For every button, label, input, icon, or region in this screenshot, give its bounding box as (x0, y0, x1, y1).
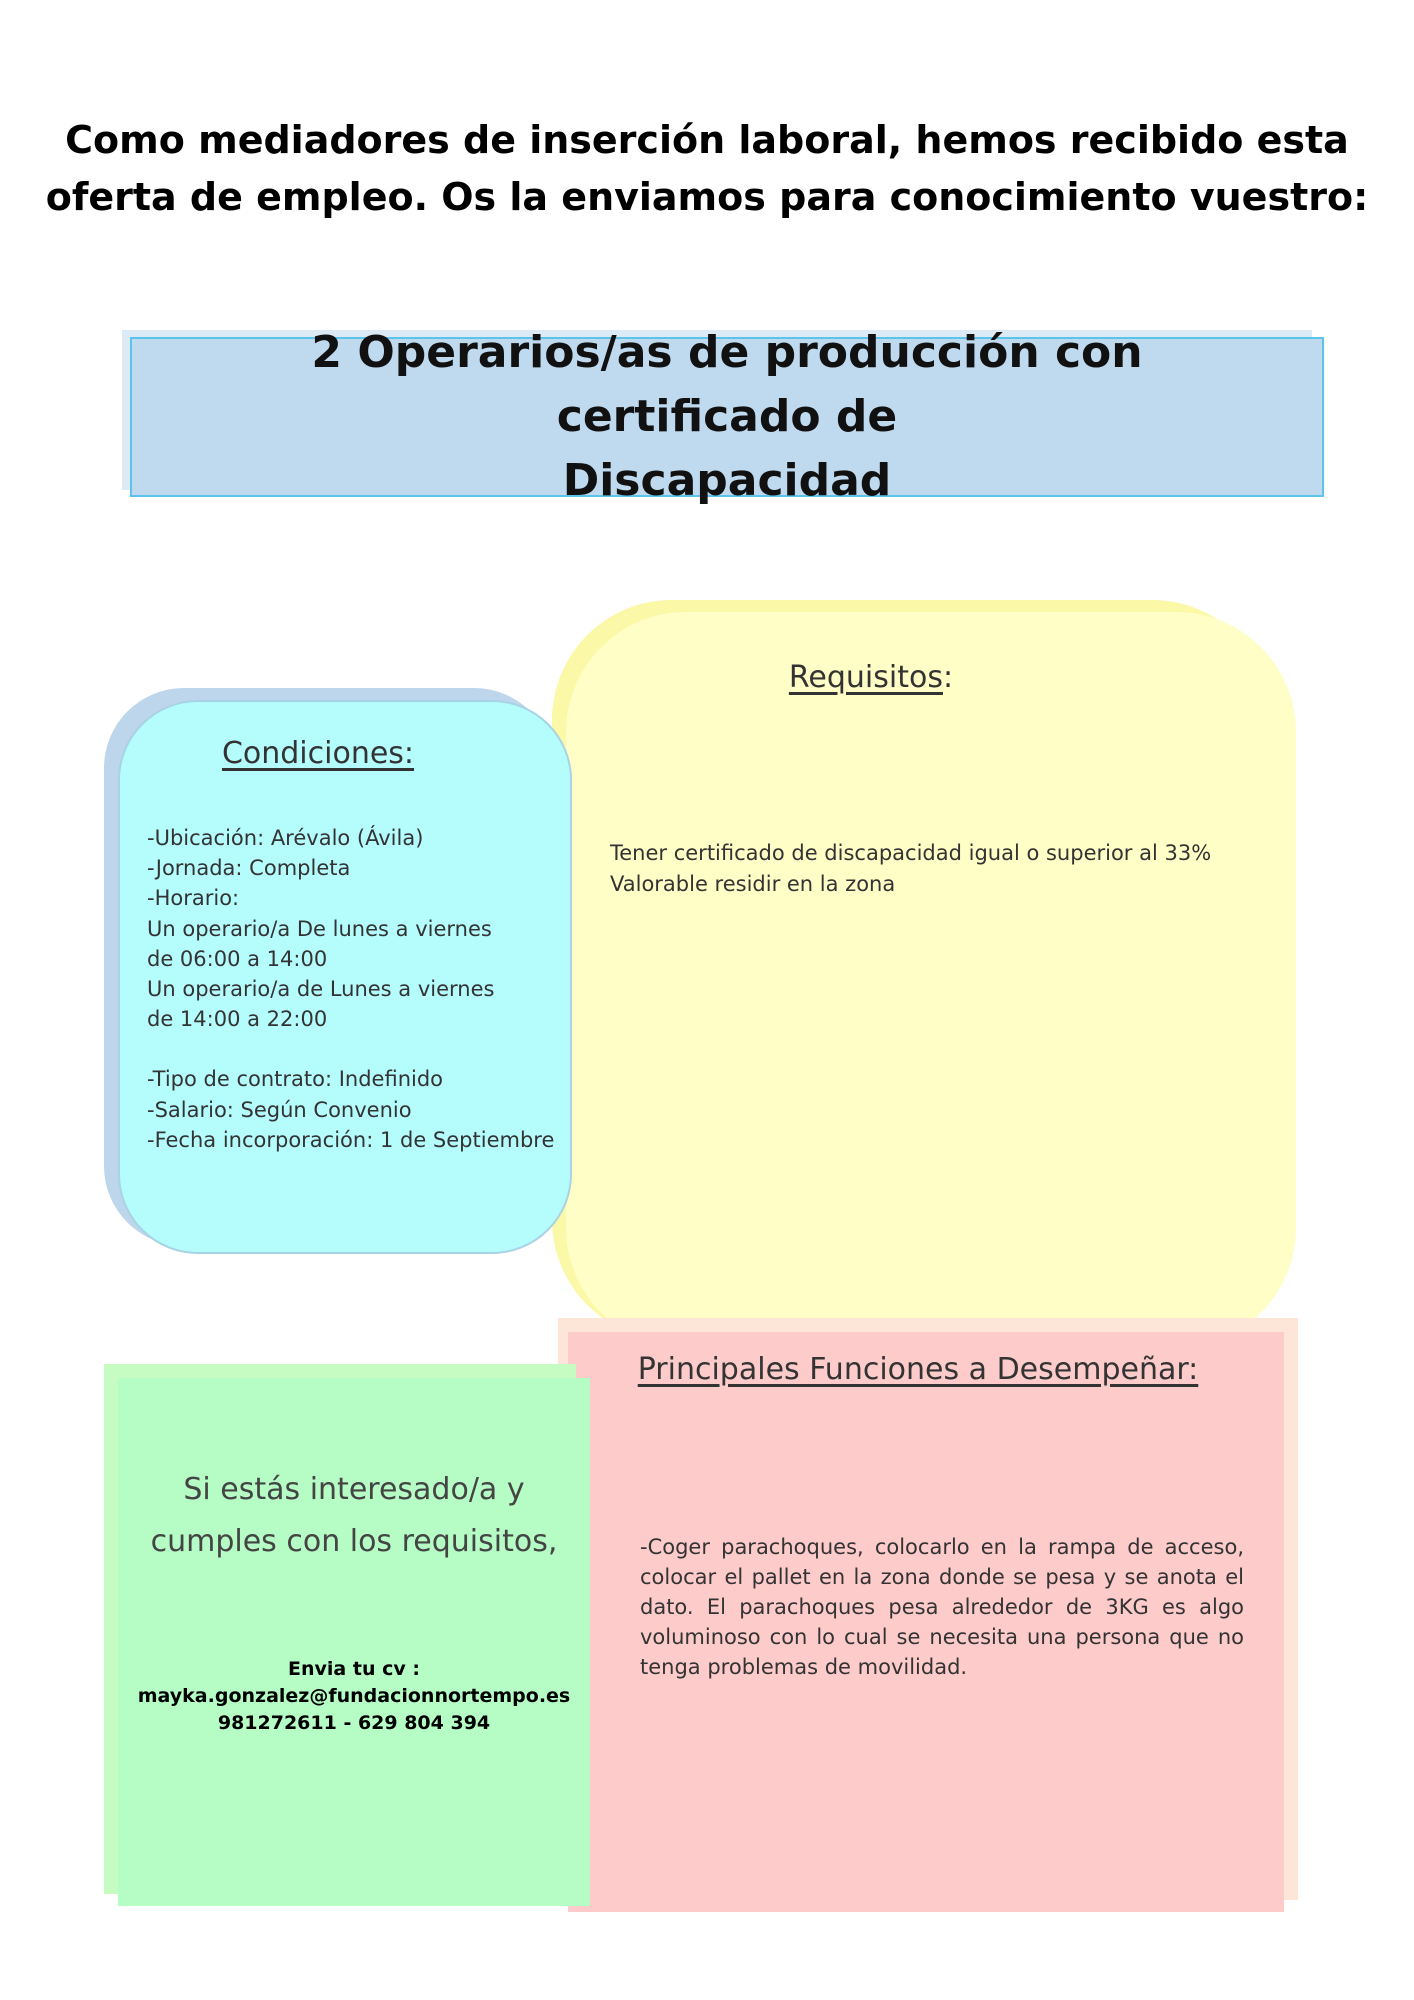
condicion-line: de 14:00 a 22:00 (147, 1007, 328, 1032)
condiciones-heading: Condiciones: (221, 736, 415, 771)
condicion-line: Un operario/a De lunes a viernes (147, 916, 492, 941)
condicion-line: -Salario: Según Convenio (147, 1097, 412, 1122)
job-title-line-2: Discapacidad (562, 455, 892, 506)
condicion-line: de 06:00 a 14:00 (147, 946, 328, 971)
contacto-details (118, 1656, 590, 1737)
intro-heading (40, 112, 1374, 226)
title-banner (130, 327, 1324, 506)
condicion-line: -Jornada: Completa (147, 856, 351, 881)
condicion-line (147, 1034, 567, 1064)
condicion-line: Un operario/a de Lunes a viernes (147, 977, 495, 1002)
intro-line-2: oferta de empleo. Os la enviamos para conocimiento vuestro: (45, 175, 1369, 219)
condicion-line: -Ubicación: Arévalo (Ávila) (147, 826, 424, 850)
contacto-intro (118, 1464, 590, 1568)
requisitos-heading: Requisitos: (788, 660, 954, 695)
requisito-item: Tener certificado de discapacidad igual o superior al 33% (610, 841, 1212, 865)
contact-phones: 981272611 - 629 804 394 (217, 1712, 491, 1734)
contact-email[interactable]: mayka.gonzalez@fundacionnortempo.es (137, 1685, 571, 1707)
condicion-line: -Tipo de contrato: Indefinido (147, 1067, 444, 1092)
condicion-line: -Fecha incorporación: 1 de Septiembre (147, 1127, 555, 1152)
intro-line-1: Como mediadores de inserción laboral, hemos recibido esta (65, 118, 1349, 162)
funciones-heading: Principales Funciones a Desempeñar: (637, 1352, 1199, 1387)
requisitos-list (610, 838, 1270, 900)
contacto-line-2: cumples con los requisitos, (150, 1524, 558, 1559)
condicion-line: -Horario: (147, 886, 240, 911)
funciones-description: -Coger parachoques, colocarlo en la rampa de acceso, colocar el pallet en la zona donde se pesa y se anota el dato. El parachoques pesa alrededor de 3KG es algo voluminoso con lo cual se necesita una persona que no tenga problemas de movilidad. (640, 1535, 1244, 1679)
requisito-item: Valorable residir en la zona (610, 872, 896, 896)
requisitos-panel (566, 612, 1296, 1348)
contacto-panel (118, 1378, 590, 1906)
job-title-line-1: 2 Operarios/as de producción con certificado de (311, 327, 1143, 442)
contacto-line-1: Si estás interesado/a y (183, 1472, 525, 1507)
send-cv-label: Envia tu cv : (288, 1658, 420, 1680)
condiciones-list (147, 823, 567, 1155)
